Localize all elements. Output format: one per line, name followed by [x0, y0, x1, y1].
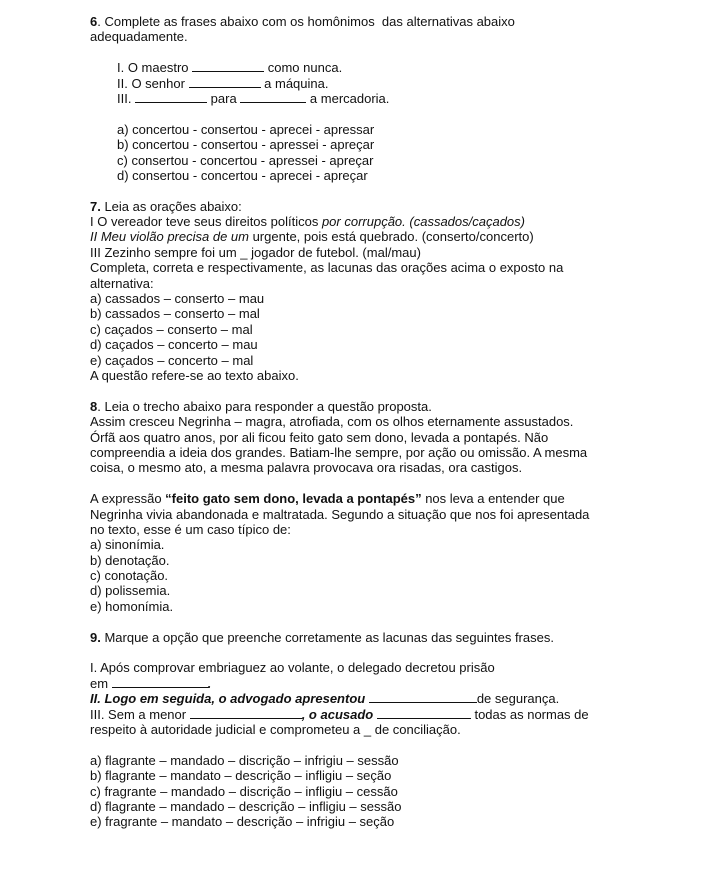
blank [240, 91, 306, 103]
q8-passage-line: Assim cresceu Negrinha – magra, atrofiada, com os olhos eternamente assustados. [90, 414, 574, 430]
document-page [90, 14, 630, 830]
q7-sentence-3: III Zezinho sempre foi um _ jogador de futebol. (mal/mau) [90, 244, 421, 260]
q8-option-d: d) polissemia. [90, 583, 171, 599]
q8-passage-line: compreendia a ideia dos grandes. Batiam-lhe sempre, por ação ou omissão. A mesma [90, 444, 588, 460]
q7-sentence-2: II Meu violão precisa de um urgente, pois está quebrado. (conserto/concerto) [90, 229, 534, 245]
q7-footer: A questão refere-se ao texto abaixo. [90, 367, 299, 383]
q8-question: A expressão “feito gato sem dono, levada a pontapés” nos leva a entender que [90, 491, 565, 507]
q8-passage-line: Órfã aos quatro anos, por ali ficou feito gato sem dono, levada a pontapés. Não [90, 429, 549, 445]
q9-option-b: b) flagrante – mandato – descrição – infligiu – seção [90, 768, 392, 784]
q8-question-line2: Negrinha vivia abandonada e maltratada. Segundo a situação que nos foi apresentada [90, 506, 590, 522]
q6-option-c: c) consertou - concertou - apressei - apreçar [117, 152, 374, 168]
q6-prompt: 6. Complete as frases abaixo com os homônimos das alternativas abaixo [90, 14, 515, 29]
q7-sentence-1: I O vereador teve seus direitos políticos por corrupção. (cassados/caçados) [90, 214, 525, 230]
q6-sentence-1: I. O maestro como nunca. [117, 60, 343, 76]
blank [135, 91, 207, 103]
q6-sentence-3: III. para a mercadoria. [117, 90, 390, 106]
q8-question-line3: no texto, esse é um caso típico de: [90, 521, 291, 537]
blank [190, 707, 302, 719]
blank [189, 76, 261, 88]
q9-option-d: d) flagrante – mandado – descrição – infligiu – sessão [90, 798, 402, 814]
q7-option-d: d) caçados – concerto – mau [90, 337, 258, 353]
q9-option-c: c) fragrante – mandado – discrição – infligiu – cessão [90, 783, 398, 799]
q8-option-b: b) denotação. [90, 552, 170, 568]
q9-sentence-3-line2: respeito à autoridade judicial e comprometeu a _ de conciliação. [90, 721, 461, 737]
q7-option-a: a) cassados – conserto – mau [90, 291, 265, 307]
q8-option-c: c) conotação. [90, 568, 169, 584]
q6-prompt-line2: adequadamente. [90, 29, 188, 45]
blank [112, 676, 208, 688]
question-6 [90, 14, 630, 199]
q8-option-e: e) homonímia. [90, 598, 174, 614]
q7-number: 7. [90, 198, 101, 214]
q6-number: 6 [90, 14, 98, 29]
q6-option-d: d) consertou - concertou - aprecei - apreçar [117, 167, 368, 183]
q9-sentence-3: III. Sem a menor , o acusado todas as normas de [90, 706, 589, 722]
q7-option-e: e) caçados – concerto – mal [90, 352, 254, 368]
q8-quoted-expression: “feito gato sem dono, levada a pontapés” [165, 491, 422, 507]
q9-option-a: a) flagrante – mandado – discrição – infrigiu – sessão [90, 752, 399, 768]
q8-passage-line: coisa, o mesmo ato, a mesma palavra provocava ora risadas, ora castigos. [90, 460, 523, 476]
q9-sentence-1-line2: em . [90, 675, 212, 691]
q9-option-e: e) fragrante – mandato – descrição – infrigiu – seção [90, 814, 395, 830]
q9-prompt: 9. Marque a opção que preenche corretamente as lacunas das seguintes frases. [90, 629, 554, 645]
q7-instruction: Completa, correta e respectivamente, as lacunas das orações acima o exposto na [90, 260, 564, 276]
q9-number: 9. [90, 629, 101, 645]
q8-option-a: a) sinonímia. [90, 537, 165, 553]
question-9 [90, 630, 630, 830]
q6-option-b: b) concertou - consertou - apressei - apreçar [117, 137, 375, 153]
q7-option-c: c) caçados – conserto – mal [90, 321, 253, 337]
q7-prompt: 7. Leia as orações abaixo: [90, 198, 242, 214]
blank [192, 60, 264, 72]
q7-option-b: b) cassados – conserto – mal [90, 306, 260, 322]
q6-option-a: a) concertou - consertou - aprecei - apressar [117, 121, 375, 137]
q8-prompt: 8. Leia o trecho abaixo para responder a questão proposta. [90, 398, 432, 414]
question-8 [90, 399, 630, 630]
q6-sentence-2: II. O senhor a máquina. [117, 75, 329, 91]
blank [377, 707, 471, 719]
q8-number: 8 [90, 398, 98, 414]
q7-instruction-line2: alternativa: [90, 275, 154, 291]
blank [369, 691, 477, 703]
q9-sentence-2: II. Logo em seguida, o advogado apresentou de segurança. [90, 691, 560, 707]
q9-sentence-1: I. Após comprovar embriaguez ao volante, o delegado decretou prisão [90, 660, 495, 676]
question-7 [90, 199, 630, 399]
